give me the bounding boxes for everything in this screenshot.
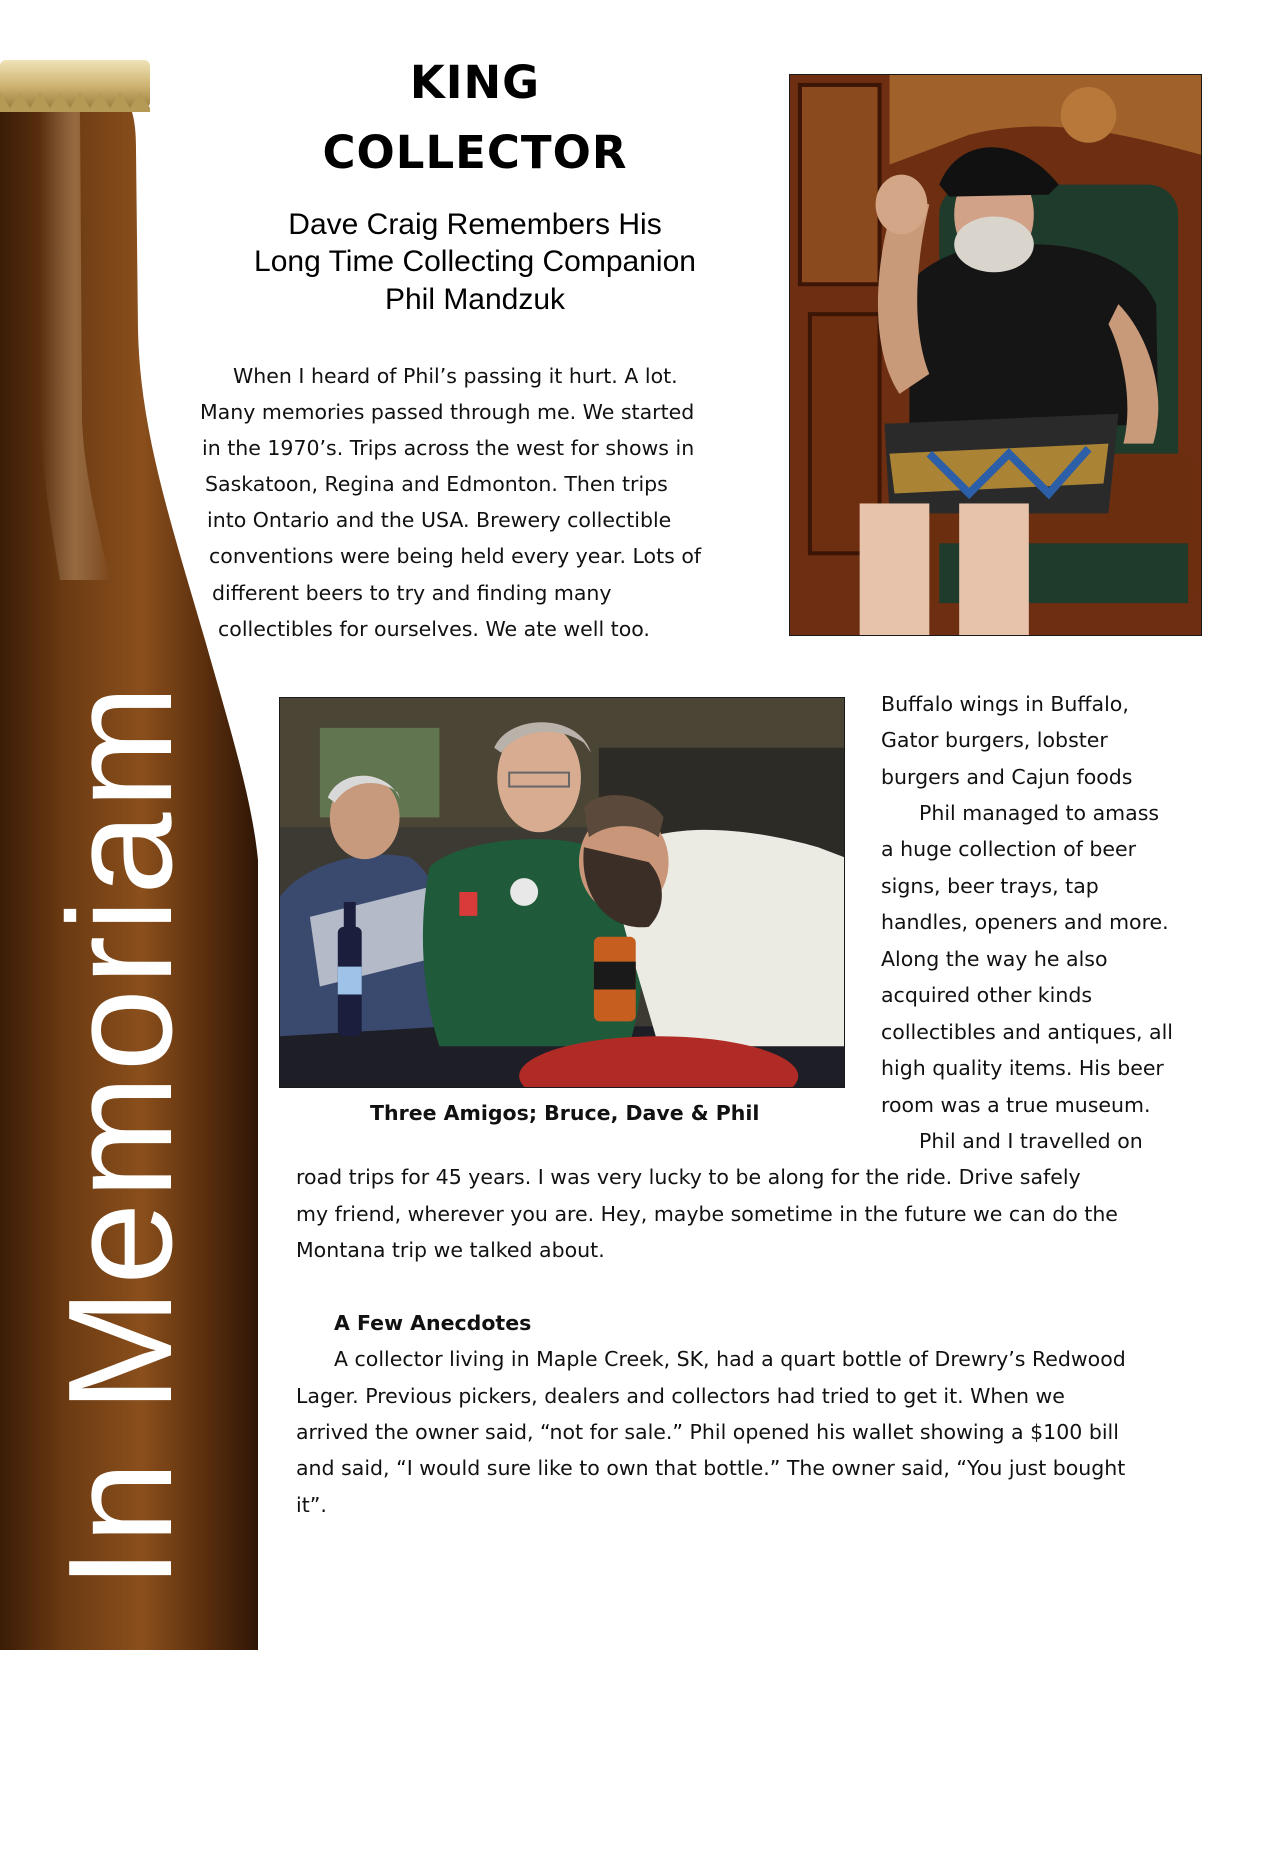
para1-line: different beers to try and finding many (212, 581, 612, 605)
anecdote-line: it”. (296, 1493, 327, 1517)
photo-phil-in-throne (789, 74, 1202, 636)
para1-line: into Ontario and the USA. Brewery collectible (207, 508, 672, 532)
article-title-line-2: COLLECTOR (322, 126, 628, 179)
in-memoriam-banner: In Memoriam (38, 681, 203, 1589)
para1-line: in the 1970’s. Trips across the west for shows in (202, 436, 695, 460)
column-line: burgers and Cajun foods (881, 765, 1133, 789)
column-line: Phil and I travelled on (919, 1129, 1143, 1153)
para1-line: Many memories passed through me. We started (200, 400, 695, 424)
para1-line: collectibles for ourselves. We ate well too. (218, 617, 650, 641)
anecdote-line: and said, “I would sure like to own that bottle.” The owner said, “You just bought (296, 1456, 1126, 1480)
anecdote-line: arrived the owner said, “not for sale.” Phil opened his wallet showing a $100 bill (296, 1420, 1119, 1444)
column-line: Gator burgers, lobster (881, 728, 1108, 752)
column-line: Along the way he also (881, 947, 1108, 971)
photo-caption: Three Amigos; Bruce, Dave & Phil (370, 1101, 760, 1125)
wide-line: my friend, wherever you are. Hey, maybe sometime in the future we can do the (296, 1202, 1118, 1226)
anecdote-line: A collector living in Maple Creek, SK, had a quart bottle of Drewry’s Redwood (334, 1347, 1126, 1371)
column-line: Buffalo wings in Buffalo, (881, 692, 1129, 716)
article-subtitle-line-1: Dave Craig Remembers His (288, 208, 662, 241)
column-line: collectibles and antiques, all (881, 1020, 1173, 1044)
column-line: room was a true museum. (881, 1093, 1151, 1117)
article-subtitle-line-2: Long Time Collecting Companion (254, 245, 696, 278)
para1-line: When I heard of Phil’s passing it hurt. A lot. (233, 364, 678, 388)
column-line: handles, openers and more. (881, 910, 1169, 934)
column-line: acquired other kinds (881, 983, 1093, 1007)
para1-line: conventions were being held every year. Lots of (209, 544, 702, 568)
article-subtitle-line-3: Phil Mandzuk (384, 283, 566, 316)
anecdotes-heading: A Few Anecdotes (334, 1311, 532, 1335)
column-line: high quality items. His beer (881, 1056, 1164, 1080)
wide-line: Montana trip we talked about. (296, 1238, 605, 1262)
article-title-line-1: KING (409, 56, 541, 109)
column-line: a huge collection of beer (881, 837, 1137, 861)
column-line: Phil managed to amass (919, 801, 1160, 825)
wide-line: road trips for 45 years. I was very lucky to be along for the ride. Drive safely (296, 1165, 1081, 1189)
photo-three-amigos (279, 697, 845, 1088)
anecdote-line: Lager. Previous pickers, dealers and collectors had tried to get it. When we (296, 1384, 1065, 1408)
column-line: signs, beer trays, tap (881, 874, 1099, 898)
para1-line: Saskatoon, Regina and Edmonton. Then trips (205, 472, 668, 496)
